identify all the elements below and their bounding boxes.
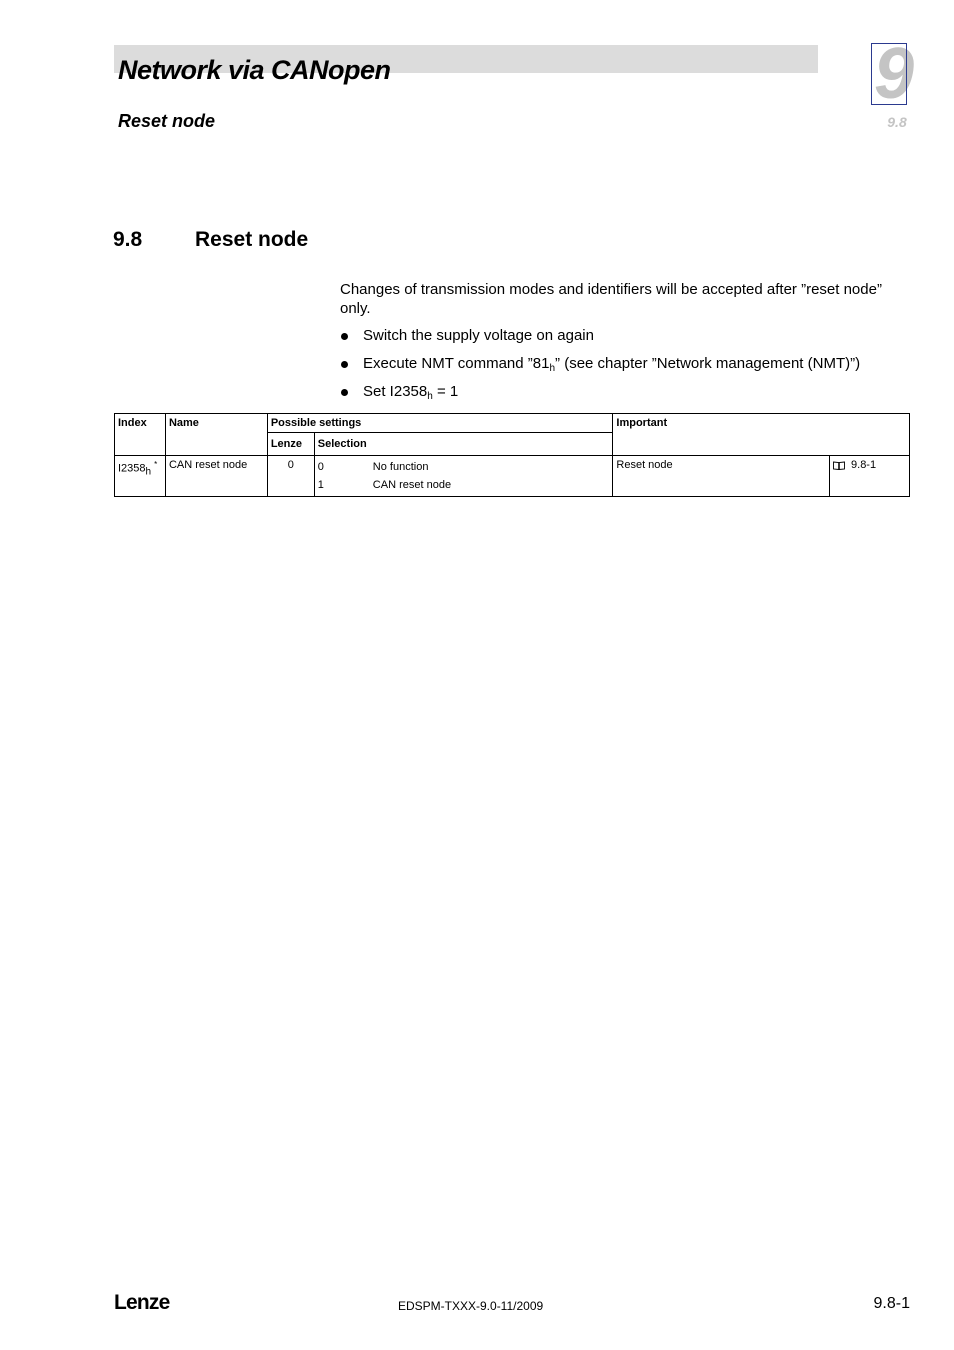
book-icon	[833, 461, 845, 470]
chapter-marker-box	[871, 43, 907, 105]
subscript: h	[427, 391, 433, 402]
lenze-logo: Lenze	[114, 1291, 170, 1314]
intro-paragraph: Changes of transmission modes and identifiers will be accepted after ”reset node” only.	[340, 281, 882, 317]
list-item	[340, 354, 915, 374]
section-heading	[113, 226, 308, 254]
list-item	[340, 326, 915, 346]
bullet-icon	[341, 333, 348, 340]
bullet-icon	[341, 361, 348, 368]
header-selection: Selection	[314, 433, 613, 456]
header-index: Index	[115, 414, 166, 456]
selection-option: 0 No function	[317, 461, 429, 473]
header-name: Name	[165, 414, 267, 456]
cell-lenze: 0	[267, 456, 314, 497]
cell-index: $I2358_h$ *	[115, 456, 166, 497]
cell-important: Reset node	[613, 456, 830, 497]
header-lenze: Lenze	[267, 433, 314, 456]
subscript: h	[549, 363, 556, 374]
header-possible-settings: Possible settings	[267, 414, 613, 433]
cell-reference	[830, 456, 910, 497]
chapter-number: 9	[873, 34, 915, 114]
list-item	[340, 382, 915, 402]
section-number: 9.8	[113, 228, 143, 251]
bullet-text: Switch the supply voltage on again	[363, 327, 594, 344]
bullet-text-before: Execute NMT command ”81	[363, 355, 550, 372]
table-header-row	[115, 414, 910, 433]
selection-option: 1 CAN reset node	[317, 479, 452, 491]
section-title: Reset node	[195, 228, 309, 251]
chapter-section-number: 9.8	[887, 114, 907, 130]
header-important: Important	[613, 414, 910, 456]
cell-name: CAN reset node	[165, 456, 267, 497]
cell-selection	[314, 456, 613, 497]
parameter-table	[114, 413, 910, 497]
bullet-text-before: Set I2358	[363, 383, 428, 400]
bullet-text-after: = 1	[432, 383, 459, 400]
chapter-title: Network via CANopen	[118, 55, 391, 85]
document-id: EDSPM-TXXX-9.0-11/2009	[398, 1299, 544, 1313]
page-subtitle: Reset node	[118, 111, 216, 131]
bullet-icon	[341, 389, 348, 396]
page-number: 9.8-1	[873, 1295, 910, 1312]
bullet-list	[340, 326, 915, 402]
bullet-text-after: ” (see chapter ”Network management (NMT)”)	[555, 355, 861, 372]
body-text	[340, 280, 915, 410]
page-reference-link[interactable]: 9.8-1	[851, 459, 877, 471]
table-row	[115, 456, 910, 497]
